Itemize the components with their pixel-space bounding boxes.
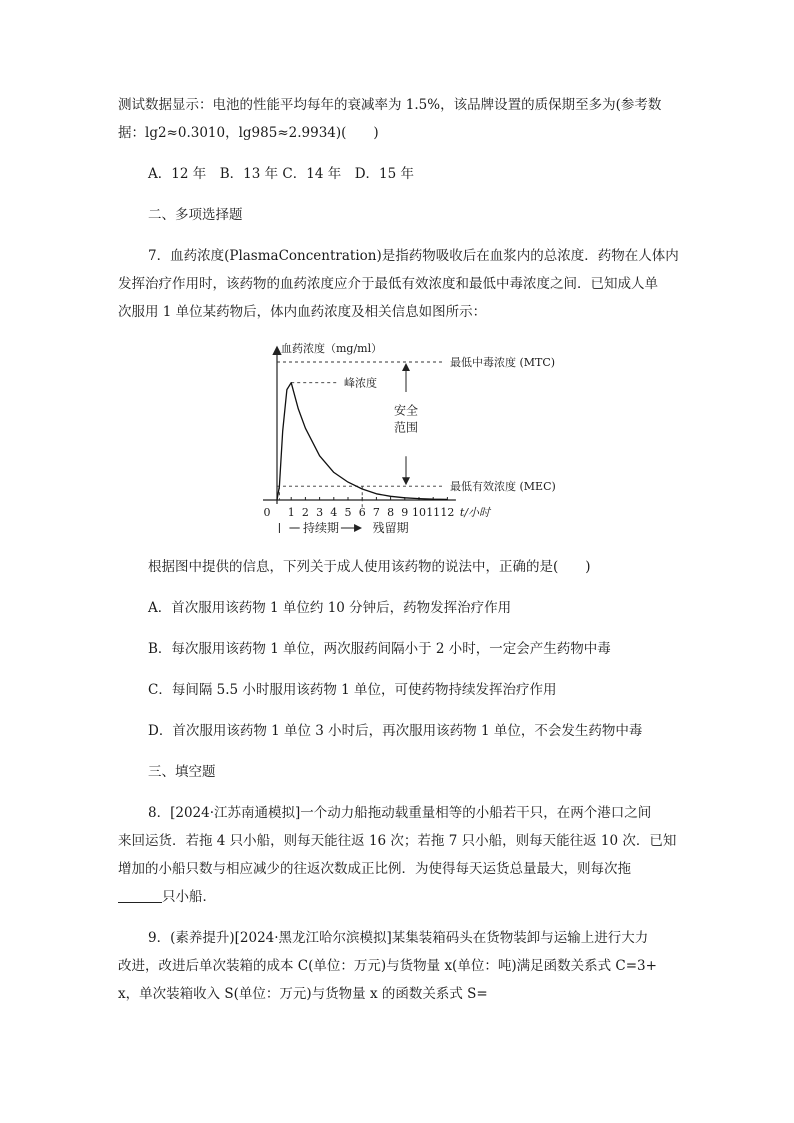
mtc-label: 最低中毒浓度 (MTC): [450, 356, 556, 369]
safe-range-label-2: 范围: [393, 420, 419, 435]
safe-range-label-1: 安全: [393, 403, 419, 418]
residual-label: 残留期: [372, 521, 409, 535]
q9-text-line2: 改进，改进后单次装箱的成本 C(单位：万元)与货物量 x(单位：吨)满足函数关系式 C=3+: [118, 958, 657, 974]
q7-text-line1: 7．血药浓度(PlasmaConcentration)是指药物吸收后在血浆内的总浓度．药物在人体内: [148, 248, 679, 264]
q7-option-a: A．首次服用该药物 1 单位约 10 分钟后，药物发挥治疗作用: [148, 600, 512, 616]
q8-answer-blank[interactable]: [118, 887, 162, 903]
x-tick-label: 8: [387, 506, 395, 519]
x-tick-label: 10: [412, 506, 426, 519]
x-axis-label: t/小时: [459, 506, 491, 519]
section-heading-multiple-choice: 二、多项选择题: [148, 207, 243, 223]
x-tick-label: 2: [301, 506, 309, 519]
x-tick-label: 7: [372, 506, 380, 519]
x-tick-label: 0: [263, 506, 271, 519]
q7-option-d: D．首次服用该药物 1 单位 3 小时后，再次服用该药物 1 单位，不会发生药物中毒: [148, 723, 643, 739]
x-tick-label: 12: [440, 506, 455, 519]
q6-options: A．12 年 B．13 年 C．14 年 D．15 年: [148, 166, 414, 182]
x-tick-label: 11: [426, 506, 441, 519]
q8-text-line1: 8．[2024·江苏南通模拟]一个动力船拖动载重量相等的小船若干只，在两个港口之间: [148, 805, 652, 821]
peak-label: 峰浓度: [344, 376, 377, 390]
q8-text-line2: 来回运货．若拖 4 只小船，则每天能往返 16 次；若拖 7 只小船，则每天能往返 10 次．已知: [118, 833, 677, 849]
concentration-curve: [277, 383, 447, 500]
x-tick-label: 9: [401, 506, 409, 519]
x-tick-label: 3: [316, 506, 324, 519]
x-tick-label: 4: [330, 506, 338, 519]
q6-text-line1: 测试数据显示：电池的性能平均每年的衰减率为 1.5%，该品牌设置的质保期至多为(参考数: [118, 97, 662, 113]
q7-question: 根据图中提供的信息，下列关于成人使用该药物的说法中，正确的是( ): [148, 559, 591, 575]
blood-concentration-chart: [0, 336, 794, 546]
mec-label: 最低有效浓度 (MEC): [450, 480, 556, 494]
sustain-label: 持续期: [303, 521, 340, 535]
q8-text-line4: [118, 887, 216, 907]
q7-text-line2: 发挥治疗作用时，该药物的血药浓度应介于最低有效浓度和最低中毒浓度之间．已知成人单: [118, 276, 658, 292]
q6-text-line2: 据：lg2≈0.3010，lg985≈2.9934)( ): [118, 125, 379, 141]
y-axis-label: 血药浓度（mg/ml）: [281, 342, 383, 355]
q7-option-b: B．每次服用该药物 1 单位，两次服药间隔小于 2 小时，一定会产生药物中毒: [148, 641, 611, 657]
q7-text-line3: 次服用 1 单位某药物后，体内血药浓度及相关信息如图所示：: [118, 304, 487, 320]
q7-option-c: C．每间隔 5.5 小时服用该药物 1 单位，可使药物持续发挥治疗作用: [148, 682, 557, 698]
x-tick-label: 1: [287, 506, 295, 519]
q9-text-line1: 9．(素养提升)[2024·黑龙江哈尔滨模拟]某集装箱码头在货物装卸与运输上进行大力: [148, 930, 649, 946]
section-heading-fill-in: 三、填空题: [148, 764, 216, 780]
q8-text-line4-text: 只小船．: [162, 889, 216, 905]
x-tick-label: 5: [344, 506, 352, 519]
q8-text-line3: 增加的小船只数与相应减少的往返次数成正比例．为使得每天运货总量最大，则每次拖: [118, 861, 631, 877]
x-tick-label: 6: [358, 506, 366, 519]
q9-text-line3: x，单次装箱收入 S(单位：万元)与货物量 x 的函数关系式 S=: [118, 986, 488, 1002]
